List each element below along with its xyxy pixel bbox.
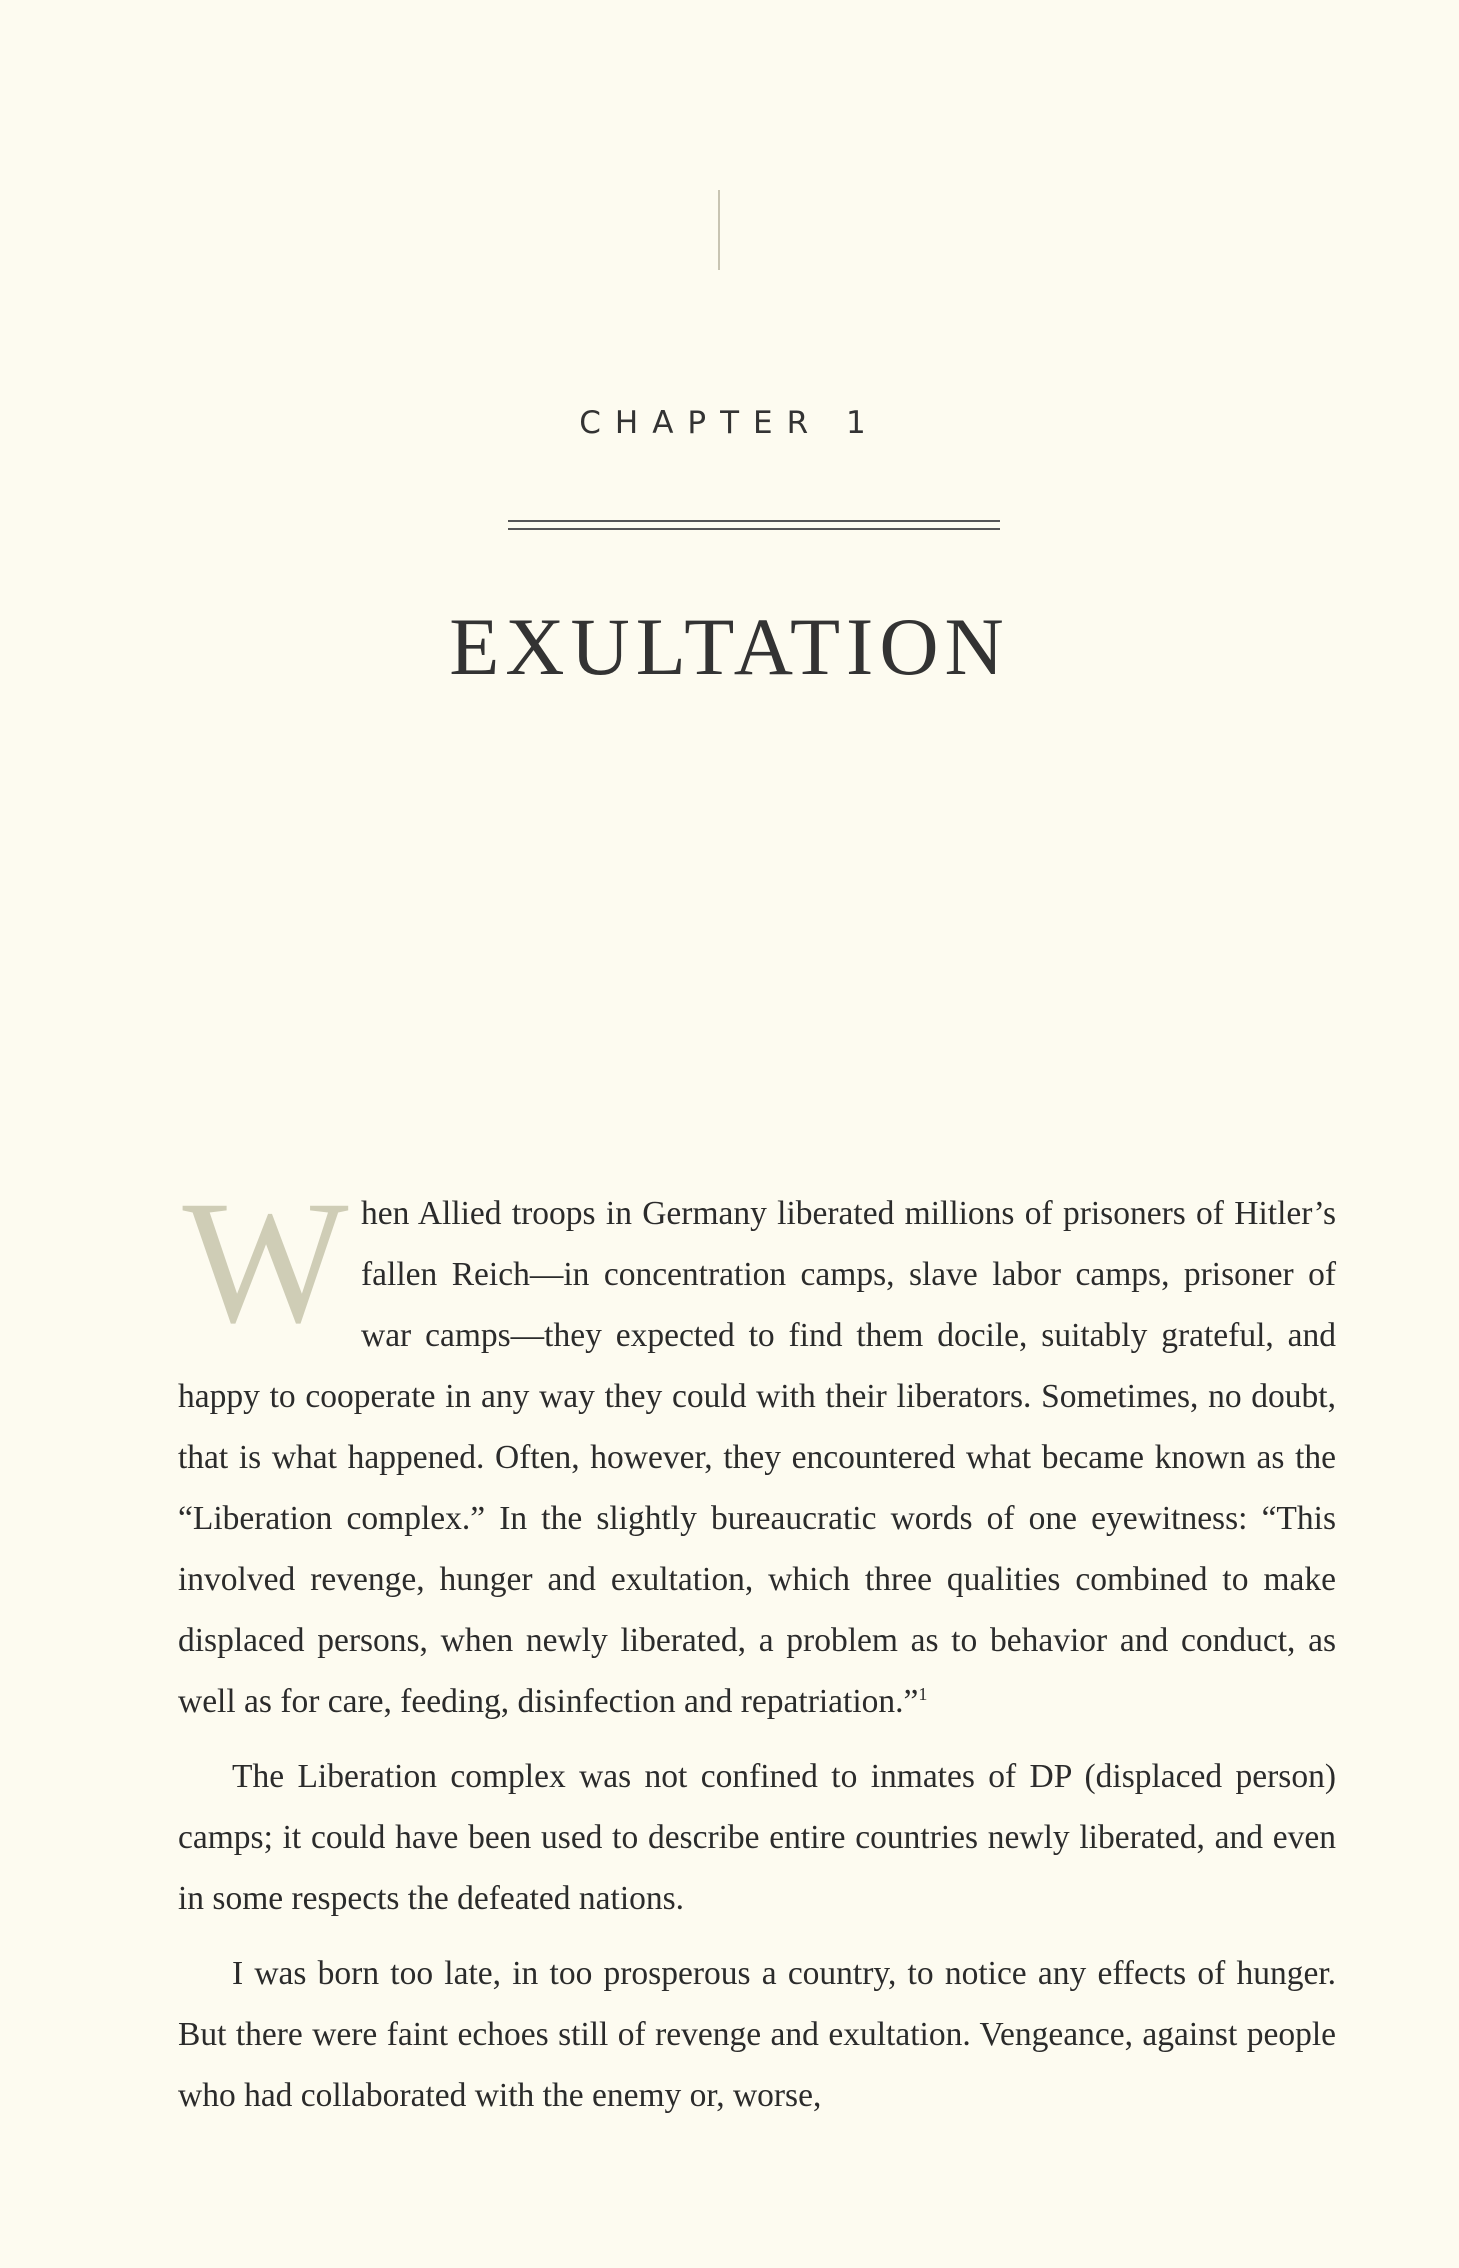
chapter-title: EXULTATION bbox=[449, 601, 1010, 692]
footnote-ref[interactable]: 1 bbox=[918, 1683, 928, 1704]
paragraph-1-text: hen Allied troops in Germany liberated millions of prisoners of Hitler’s fallen Reich—in concentration camps, slave labor camps, prisoner of war camps—they expected to find them docile, suitably grateful, and happy to cooperate in any way they could with their liberators. Sometimes, no doubt, that is what happened. Often, however, they encountered what became known as the “Liberation complex.” In the slightly bureaucratic words of one eyewitness: “This involved revenge, hunger and exultation, which three qualities combined to make displaced persons, when newly liberated, a problem as to behavior and conduct, as well as for care, feeding, disinfection and repatriation.” bbox=[178, 1195, 1336, 1720]
paragraph-3: I was born too late, in too prosperous a country, to notice any effects of hunger. But there were faint echoes still of revenge and exultation. Vengeance, against people who had collaborated with the enemy or, worse, bbox=[178, 1955, 1336, 2114]
paragraph-2: The Liberation complex was not confined to inmates of DP (displaced person) camps; it could have been used to describe entire countries newly liberated, and even in some respects the defeated nations. bbox=[178, 1758, 1336, 1917]
chapter-label: CHAPTER 1 bbox=[579, 405, 880, 441]
scan-crease-mark bbox=[718, 190, 720, 270]
chapter-rule bbox=[508, 520, 1000, 530]
drop-cap: W bbox=[182, 1165, 349, 1360]
body-text bbox=[178, 1165, 1336, 2140]
paragraph-1 bbox=[178, 1165, 1336, 1732]
